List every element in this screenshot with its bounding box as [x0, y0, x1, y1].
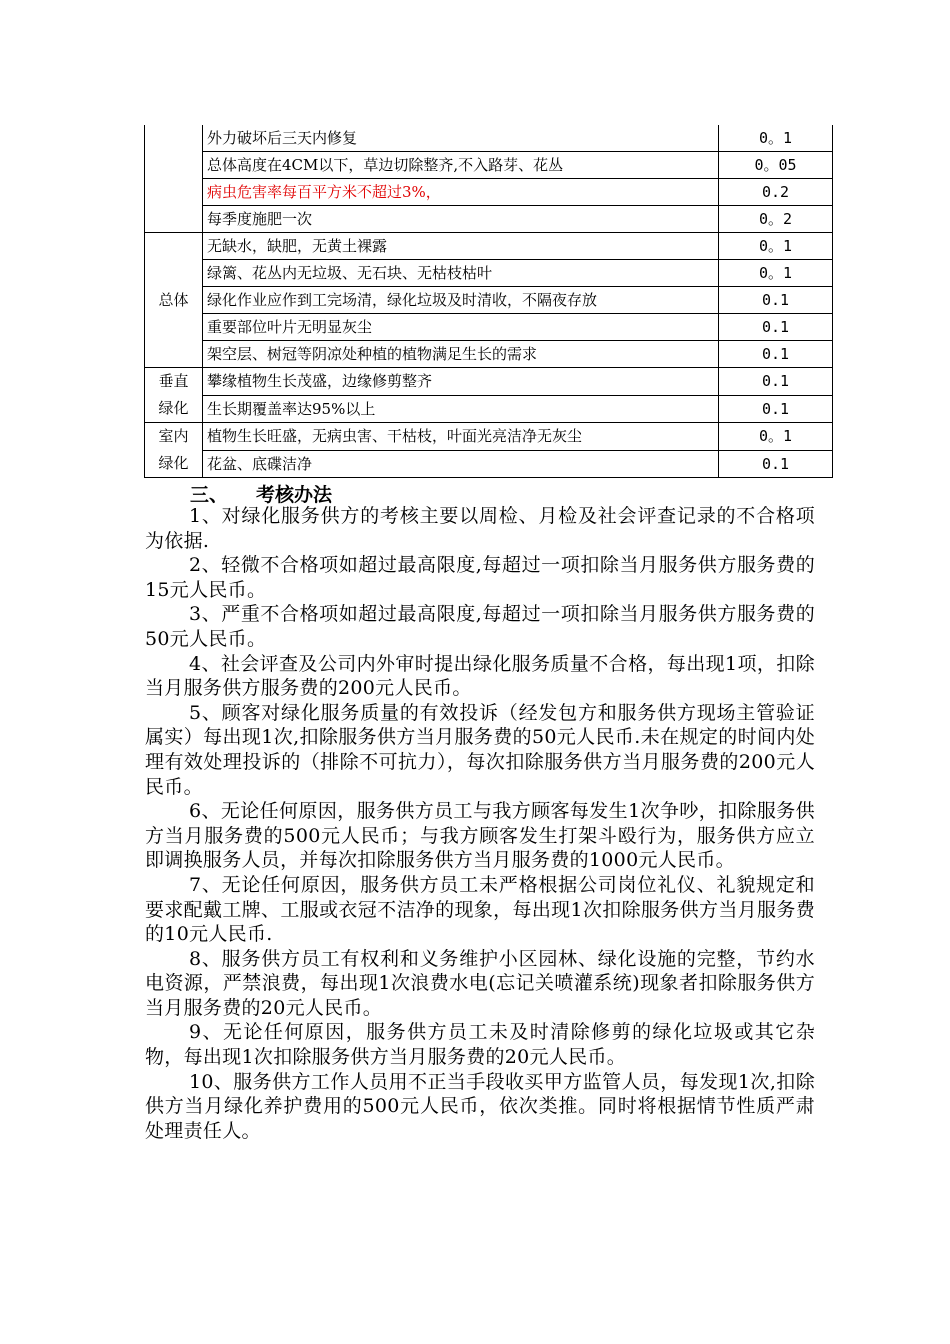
paragraph: 8、服务供方员工有权利和义务维护小区园林、绿化设施的完整，节约水电资源，严禁浪费，每出现1次浪费水电(忘记关喷灌系统)现象者扣除服务供方当月服务费的20元人民币。 [145, 947, 815, 1019]
table-row [145, 260, 833, 287]
table-row [145, 314, 833, 341]
table-row [145, 125, 833, 152]
criterion-cell: 绿篱、花丛内无垃圾、无石块、无枯枝枯叶 [203, 260, 719, 287]
table-row [145, 152, 833, 179]
table-row [145, 368, 833, 396]
criterion-cell: 植物生长旺盛，无病虫害、干枯枝，叶面光亮洁净无灰尘 [203, 423, 719, 451]
criterion-cell: 架空层、树冠等阴凉处种植的植物满足生长的需求 [203, 341, 719, 368]
score-cell: 0。05 [719, 152, 833, 179]
category-label: 垂直 [158, 372, 189, 390]
score-cell: 0.1 [719, 314, 833, 341]
score-cell: 0.1 [719, 341, 833, 368]
table-row [145, 233, 833, 260]
assessment-table [144, 125, 833, 478]
paragraph: 1、对绿化服务供方的考核主要以周检、月检及社会评查记录的不合格项为依据. [145, 505, 815, 552]
paragraph: 2、轻微不合格项如超过最高限度,每超过一项扣除当月服务供方服务费的15元人民币。 [145, 554, 815, 601]
table-row [145, 395, 833, 423]
paragraph: 5、顾客对绿化服务质量的有效投诉（经发包方和服务供方现场主管验证属实）每出现1次,扣除服务供方当月服务费的50元人民币.未在规定的时间内处理有效处理投诉的（排除不可抗力），每次扣除服务供方当月服务费的200元人民币。 [145, 701, 815, 798]
table-row [145, 206, 833, 233]
criterion-cell: 病虫危害率每百平方米不超过3%， [203, 179, 719, 206]
paragraph: 10、服务供方工作人员用不正当手段收买甲方监管人员，每发现1次,扣除供方当月绿化养护费用的500元人民币，依次类推。同时将根据情节性质严肃处理责任人。 [145, 1070, 815, 1142]
score-cell: 0.1 [719, 395, 833, 423]
criterion-cell: 无缺水，缺肥，无黄土裸露 [203, 233, 719, 260]
score-cell: 0。1 [719, 233, 833, 260]
category-label: 绿化 [158, 399, 189, 417]
paragraph: 4、社会评查及公司内外审时提出绿化服务质量不合格，每出现1项，扣除当月服务供方服务费的200元人民币。 [145, 652, 815, 700]
table-row [145, 450, 833, 478]
score-cell: 0。1 [719, 260, 833, 287]
category-cell [145, 125, 203, 233]
paragraph: 9、无论任何原因，服务供方员工未及时清除修剪的绿化垃圾或其它杂物，每出现1次扣除服务供方当月服务费的20元人民币。 [145, 1021, 815, 1069]
paragraph: 7、无论任何原因，服务供方员工未严格根据公司岗位礼仪、礼貌规定和要求配戴工牌、工服或衣冠不洁净的现象，每出现1次扣除服务供方当月服务费的10元人民币. [145, 873, 815, 946]
criterion-cell: 攀缘植物生长茂盛，边缘修剪整齐 [203, 368, 719, 396]
score-cell: 0.1 [719, 450, 833, 478]
category-cell [145, 423, 203, 478]
score-cell: 0。1 [719, 423, 833, 451]
criterion-cell: 每季度施肥一次 [203, 206, 719, 233]
category-cell [145, 233, 203, 368]
score-cell: 0.2 [719, 179, 833, 206]
category-label: 室内 [158, 427, 189, 445]
table-row [145, 341, 833, 368]
category-label: 绿化 [158, 454, 189, 472]
section-title: 考核办法 [256, 484, 333, 506]
paragraph: 6、无论任何原因，服务供方员工与我方顾客每发生1次争吵，扣除服务供方当月服务费的500元人民币；与我方顾客发生打架斗殴行为，服务供方应立即调换服务人员，并每次扣除服务供方当月服务费的1000元人民币。 [145, 800, 815, 872]
criterion-cell: 花盆、底碟洁净 [203, 450, 719, 478]
score-cell: 0。1 [719, 125, 833, 152]
score-cell: 0.1 [719, 287, 833, 314]
score-cell: 0.1 [719, 368, 833, 396]
criterion-cell: 总体高度在4CM以下，草边切除整齐,不入路芽、花丛 [203, 152, 719, 179]
score-cell: 0。2 [719, 206, 833, 233]
paragraph: 3、严重不合格项如超过最高限度,每超过一项扣除当月服务供方服务费的50元人民币。 [145, 603, 815, 650]
criterion-cell: 生长期覆盖率达95%以上 [203, 395, 719, 423]
assessment-method-text [145, 504, 815, 1143]
table-row [145, 423, 833, 451]
category-cell [145, 368, 203, 423]
table-row [145, 179, 833, 206]
table-row [145, 287, 833, 314]
category-label: 总体 [158, 290, 189, 309]
section-heading [190, 480, 332, 507]
criterion-cell: 绿化作业应作到工完场清，绿化垃圾及时清收，不隔夜存放 [203, 287, 719, 314]
criterion-cell: 外力破坏后三天内修复 [203, 125, 719, 152]
criterion-cell: 重要部位叶片无明显灰尘 [203, 314, 719, 341]
section-number: 三、 [190, 484, 229, 506]
